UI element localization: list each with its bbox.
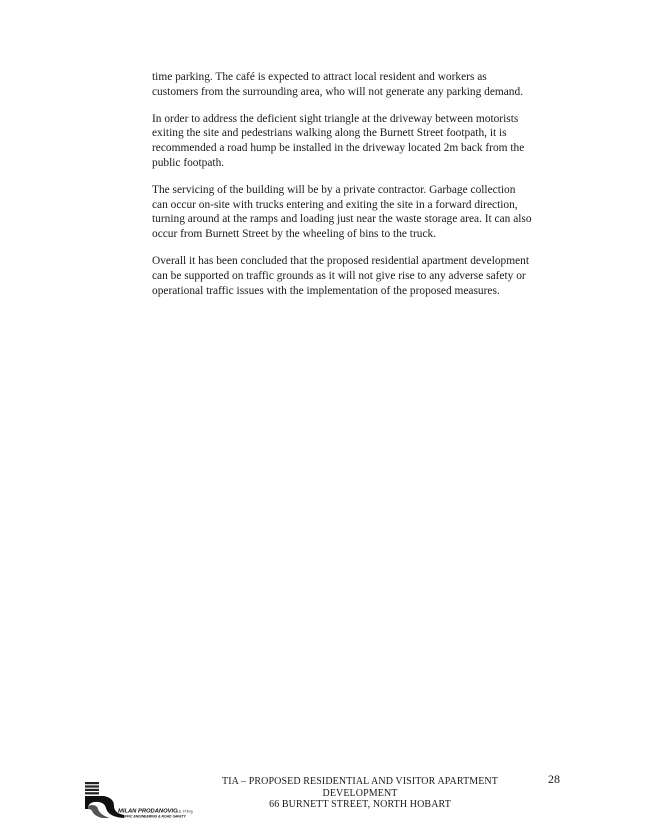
- paragraph-conclusion: Overall it has been concluded that the proposed residential apartment development can be supported on traffic grounds as it will not give rise to any adverse safety or operational traffic issues with the implementation of the proposed measures.: [152, 254, 530, 297]
- logo-suffix: B.E. FTEng: [176, 809, 193, 814]
- footer-address: 66 BURNETT STREET, NORTH HOBART: [269, 799, 451, 811]
- paragraph-parking: time parking. The café is expected to attract local resident and workers as customers from the surrounding area, who will not generate any parking demand.: [152, 71, 524, 98]
- logo-tagline: TRAFFIC ENGINEERING & ROAD SAFETY: [118, 814, 186, 819]
- paragraph-sight-triangle: In order to address the deficient sight triangle at the driveway between motorists exiting the site and pedestrians walking along the Burnett Street footpath, it is recommended a road hump be installed in the driveway located 2m back from the public footpath.: [152, 112, 525, 169]
- logo-name: MILAN PRODANOVIC: [118, 808, 178, 815]
- footer-title-line1: TIA – PROPOSED RESIDENTIAL AND VISITOR APARTMENT: [222, 776, 498, 787]
- page-footer: [0, 768, 647, 828]
- paragraph-servicing: The servicing of the building will be by a private contractor. Garbage collection can occur on-site with trucks entering and exiting the site in a forward direction, turning around at the ramps and loading just near the waste storage area. It can also occur from Burnett Street by the wheeling of bins to the truck.: [152, 183, 532, 241]
- page-number: 28: [548, 772, 560, 786]
- footer-title: [200, 776, 520, 811]
- footer-title-line2: DEVELOPMENT: [322, 787, 398, 799]
- body-text: [152, 70, 532, 310]
- road-curve-logo-icon: [84, 782, 214, 826]
- company-logo: [84, 782, 214, 826]
